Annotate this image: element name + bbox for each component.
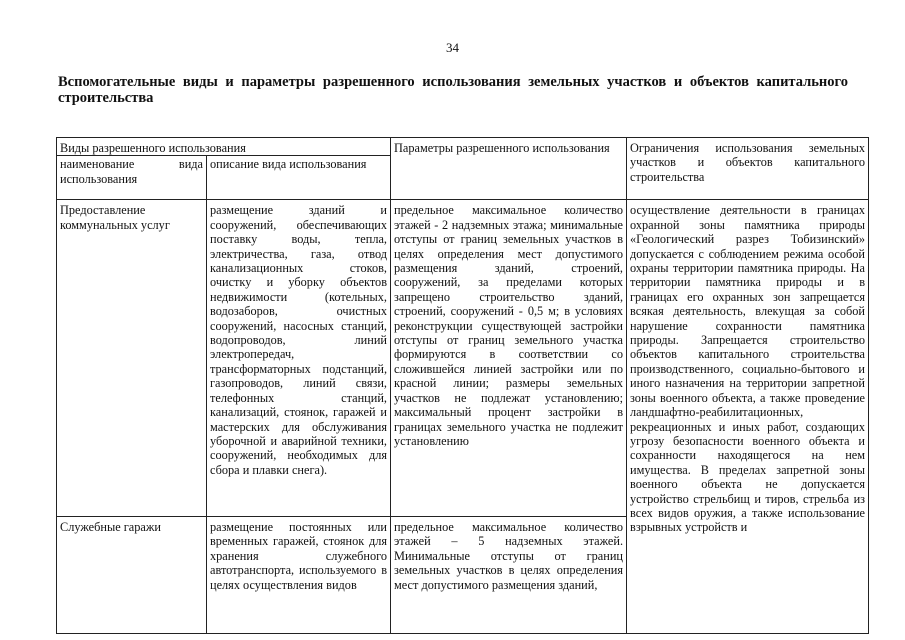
row-parameters-utilities: предельное максимальное количество этажей - 2 надземных этажа; минимальные отступы от границ земельных участков в целях определения мест допустимого размещения зданий, строений, сооружений, за пределами которых запрещено строительство зданий, строений, сооружений - 0,5 м; в условиях реконструкции существующей застройки отступы от границ земельного участка формируются в соответствии со сложившейся линией застройки или по красной линии; размеры земельных участков не подлежат установлению; максимальный процент застройки в границах земельного участка не подлежит установлению	[391, 200, 627, 517]
header-description: описание вида использования	[207, 156, 391, 200]
page-number: 34	[446, 40, 459, 55]
header-name: наименование вида использования	[57, 156, 207, 200]
row-description-service-garages-cell	[207, 516, 391, 633]
row-name-service-garages: Служебные гаражи	[57, 516, 207, 633]
header-restrictions: Ограничения использования земельных участков и объектов капитального строительства	[627, 138, 869, 200]
land-use-table	[56, 137, 869, 634]
header-parameters: Параметры разрешенного использования	[391, 138, 627, 200]
table-row	[57, 200, 869, 517]
restrictions-text: осуществление деятельности в границах охранной зоны памятника природы «Геологический разрез Тобизинский» допускается с соблюдением режима особой охраны территории памятника природы. На территории памятника природы и в границах его охранных зон запрещается всякая деятельность, влекущая за собой нарушение сохранности памятника природы. Запрещается строительство объектов капитального строительства производственного, социально-бытового и иного назначения на территории запретной зоны военного объекта, а также проведение ландшафтно-реабилитационных, рекреационных и иных работ, создающих угрозу безопасности военного объекта и сохранности находящегося на нем имущества. В пределах запретной зоны военного объекта не допускается устройство стрельбищ и тиров, стрельба из всех видов оружия, а также использование взрывных устройств и	[630, 203, 866, 535]
row-parameters-service-garages: предельное максимальное количество этажей – 5 надземных этажей. Минимальные отступы от границ земельных участков в целях определения мест допустимого размещения зданий,	[394, 519, 624, 592]
header-kinds-of-use: Виды разрешенного использования	[57, 138, 391, 156]
restrictions-cell	[627, 200, 869, 634]
row-description-service-garages: размещение постоянных или временных гаражей, стоянок для хранения служебного автотранспорта, используемого в целях осуществления видов	[210, 519, 388, 592]
row-description-utilities: размещение зданий и сооружений, обеспечивающих поставку воды, тепла, электричества, газа, отвод канализационных стоков, очистку и уборку объектов недвижимости (котельных, водозаборов, очистных сооружений, насосных станций, водопроводов, линий электропередач, трансформаторных подстанций, газопроводов, линий связи, телефонных станций, канализаций, стоянок, гаражей и мастерских для обслуживания уборочной и аварийной техники, сооружений, необходимых для сбора и плавки снега).	[207, 200, 391, 517]
table-header-row-1	[57, 138, 869, 156]
row-name-utilities: Предоставление коммунальных услуг	[57, 200, 207, 517]
page-title: Вспомогательные виды и параметры разрешенного использования земельных участков и объектов капитального строительства	[58, 74, 848, 106]
row-parameters-service-garages-cell	[391, 516, 627, 633]
